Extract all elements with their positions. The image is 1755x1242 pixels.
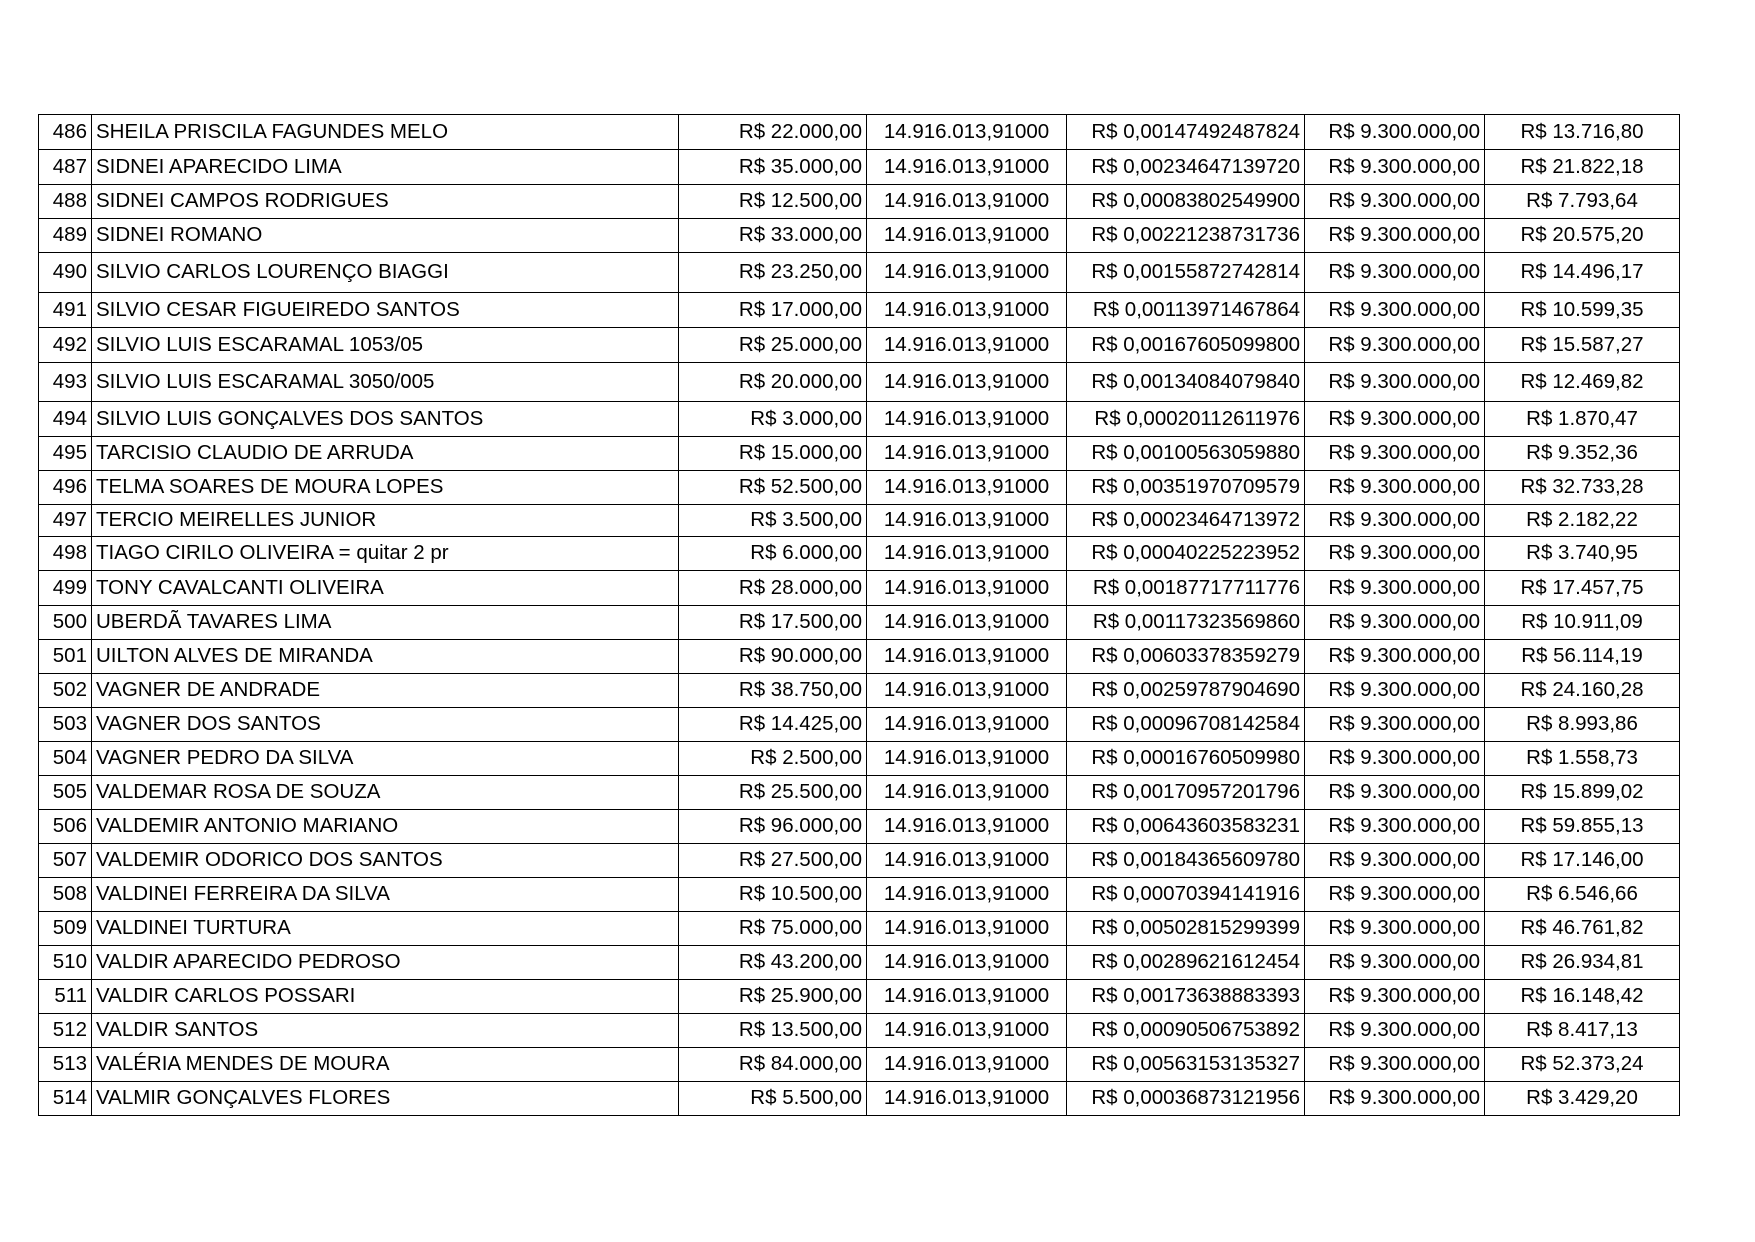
total-amount: R$ 9.300.000,00 — [1305, 912, 1485, 946]
table-row — [39, 150, 1680, 185]
table-row — [39, 293, 1680, 328]
total-quotas: 14.916.013,91000 — [867, 437, 1067, 471]
result-amount: R$ 17.457,75 — [1485, 571, 1680, 606]
share-factor: R$ 0,00016760509980 — [1067, 742, 1305, 776]
invested-value: R$ 84.000,00 — [679, 1048, 867, 1082]
holder-name: TERCIO MEIRELLES JUNIOR — [92, 505, 679, 537]
share-factor: R$ 0,00083802549900 — [1067, 185, 1305, 219]
invested-value: R$ 27.500,00 — [679, 844, 867, 878]
total-amount: R$ 9.300.000,00 — [1305, 363, 1485, 402]
row-number: 490 — [39, 253, 92, 293]
result-amount: R$ 56.114,19 — [1485, 640, 1680, 674]
result-amount: R$ 1.558,73 — [1485, 742, 1680, 776]
total-amount: R$ 9.300.000,00 — [1305, 810, 1485, 844]
total-quotas: 14.916.013,91000 — [867, 742, 1067, 776]
holder-name: UBERDÃ TAVARES LIMA — [92, 606, 679, 640]
result-amount: R$ 15.899,02 — [1485, 776, 1680, 810]
result-amount: R$ 10.599,35 — [1485, 293, 1680, 328]
total-quotas: 14.916.013,91000 — [867, 810, 1067, 844]
invested-value: R$ 33.000,00 — [679, 219, 867, 253]
total-quotas: 14.916.013,91000 — [867, 708, 1067, 742]
share-factor: R$ 0,00563153135327 — [1067, 1048, 1305, 1082]
table-row — [39, 946, 1680, 980]
holder-name: VALDEMIR ANTONIO MARIANO — [92, 810, 679, 844]
total-quotas: 14.916.013,91000 — [867, 150, 1067, 185]
total-quotas: 14.916.013,91000 — [867, 185, 1067, 219]
total-amount: R$ 9.300.000,00 — [1305, 878, 1485, 912]
result-amount: R$ 20.575,20 — [1485, 219, 1680, 253]
table-row — [39, 185, 1680, 219]
total-quotas: 14.916.013,91000 — [867, 946, 1067, 980]
result-amount: R$ 2.182,22 — [1485, 505, 1680, 537]
total-quotas: 14.916.013,91000 — [867, 776, 1067, 810]
total-quotas: 14.916.013,91000 — [867, 115, 1067, 150]
share-factor: R$ 0,00289621612454 — [1067, 946, 1305, 980]
holder-name: SIDNEI CAMPOS RODRIGUES — [92, 185, 679, 219]
invested-value: R$ 20.000,00 — [679, 363, 867, 402]
invested-value: R$ 17.500,00 — [679, 606, 867, 640]
row-number: 494 — [39, 402, 92, 437]
share-factor: R$ 0,00070394141916 — [1067, 878, 1305, 912]
result-amount: R$ 14.496,17 — [1485, 253, 1680, 293]
total-amount: R$ 9.300.000,00 — [1305, 150, 1485, 185]
row-number: 501 — [39, 640, 92, 674]
table-row — [39, 505, 1680, 537]
share-factor: R$ 0,00221238731736 — [1067, 219, 1305, 253]
invested-value: R$ 13.500,00 — [679, 1014, 867, 1048]
total-amount: R$ 9.300.000,00 — [1305, 219, 1485, 253]
row-number: 497 — [39, 505, 92, 537]
total-amount: R$ 9.300.000,00 — [1305, 1082, 1485, 1116]
result-amount: R$ 32.733,28 — [1485, 471, 1680, 505]
table-row — [39, 471, 1680, 505]
holder-name: VAGNER PEDRO DA SILVA — [92, 742, 679, 776]
share-factor: R$ 0,00643603583231 — [1067, 810, 1305, 844]
total-quotas: 14.916.013,91000 — [867, 980, 1067, 1014]
result-amount: R$ 15.587,27 — [1485, 328, 1680, 363]
total-amount: R$ 9.300.000,00 — [1305, 571, 1485, 606]
total-quotas: 14.916.013,91000 — [867, 219, 1067, 253]
invested-value: R$ 35.000,00 — [679, 150, 867, 185]
invested-value: R$ 25.900,00 — [679, 980, 867, 1014]
invested-value: R$ 10.500,00 — [679, 878, 867, 912]
total-amount: R$ 9.300.000,00 — [1305, 1014, 1485, 1048]
row-number: 504 — [39, 742, 92, 776]
share-factor: R$ 0,00351970709579 — [1067, 471, 1305, 505]
invested-value: R$ 43.200,00 — [679, 946, 867, 980]
total-amount: R$ 9.300.000,00 — [1305, 185, 1485, 219]
result-amount: R$ 13.716,80 — [1485, 115, 1680, 150]
total-amount: R$ 9.300.000,00 — [1305, 980, 1485, 1014]
result-amount: R$ 24.160,28 — [1485, 674, 1680, 708]
table-row — [39, 640, 1680, 674]
share-factor: R$ 0,00170957201796 — [1067, 776, 1305, 810]
result-amount: R$ 52.373,24 — [1485, 1048, 1680, 1082]
row-number: 498 — [39, 537, 92, 571]
table-row — [39, 537, 1680, 571]
result-amount: R$ 3.740,95 — [1485, 537, 1680, 571]
holder-name: TARCISIO CLAUDIO DE ARRUDA — [92, 437, 679, 471]
table-row — [39, 253, 1680, 293]
result-amount: R$ 10.911,09 — [1485, 606, 1680, 640]
row-number: 508 — [39, 878, 92, 912]
invested-value: R$ 25.500,00 — [679, 776, 867, 810]
row-number: 492 — [39, 328, 92, 363]
result-amount: R$ 1.870,47 — [1485, 402, 1680, 437]
result-amount: R$ 6.546,66 — [1485, 878, 1680, 912]
share-factor: R$ 0,00090506753892 — [1067, 1014, 1305, 1048]
row-number: 500 — [39, 606, 92, 640]
invested-value: R$ 52.500,00 — [679, 471, 867, 505]
total-quotas: 14.916.013,91000 — [867, 878, 1067, 912]
holder-name: VAGNER DOS SANTOS — [92, 708, 679, 742]
table-row — [39, 437, 1680, 471]
invested-value: R$ 12.500,00 — [679, 185, 867, 219]
share-factor: R$ 0,00184365609780 — [1067, 844, 1305, 878]
table-row — [39, 810, 1680, 844]
invested-value: R$ 17.000,00 — [679, 293, 867, 328]
invested-value: R$ 96.000,00 — [679, 810, 867, 844]
total-amount: R$ 9.300.000,00 — [1305, 844, 1485, 878]
total-quotas: 14.916.013,91000 — [867, 253, 1067, 293]
holder-name: VALDIR SANTOS — [92, 1014, 679, 1048]
share-factor: R$ 0,00187717711776 — [1067, 571, 1305, 606]
holder-name: VALÉRIA MENDES DE MOURA — [92, 1048, 679, 1082]
share-factor: R$ 0,00502815299399 — [1067, 912, 1305, 946]
total-amount: R$ 9.300.000,00 — [1305, 402, 1485, 437]
table-row — [39, 363, 1680, 402]
total-quotas: 14.916.013,91000 — [867, 844, 1067, 878]
result-amount: R$ 16.148,42 — [1485, 980, 1680, 1014]
share-factor: R$ 0,00100563059880 — [1067, 437, 1305, 471]
result-amount: R$ 59.855,13 — [1485, 810, 1680, 844]
holder-name: SILVIO LUIS ESCARAMAL 1053/05 — [92, 328, 679, 363]
total-amount: R$ 9.300.000,00 — [1305, 776, 1485, 810]
row-number: 503 — [39, 708, 92, 742]
ledger-body — [39, 115, 1680, 1116]
holder-name: VALDIR CARLOS POSSARI — [92, 980, 679, 1014]
total-quotas: 14.916.013,91000 — [867, 293, 1067, 328]
table-row — [39, 606, 1680, 640]
table-row — [39, 115, 1680, 150]
result-amount: R$ 7.793,64 — [1485, 185, 1680, 219]
share-factor: R$ 0,00147492487824 — [1067, 115, 1305, 150]
share-factor: R$ 0,00020112611976 — [1067, 402, 1305, 437]
total-amount: R$ 9.300.000,00 — [1305, 505, 1485, 537]
result-amount: R$ 9.352,36 — [1485, 437, 1680, 471]
total-amount: R$ 9.300.000,00 — [1305, 471, 1485, 505]
total-amount: R$ 9.300.000,00 — [1305, 674, 1485, 708]
share-factor: R$ 0,00023464713972 — [1067, 505, 1305, 537]
total-quotas: 14.916.013,91000 — [867, 1082, 1067, 1116]
share-factor: R$ 0,00113971467864 — [1067, 293, 1305, 328]
total-amount: R$ 9.300.000,00 — [1305, 328, 1485, 363]
table-row — [39, 878, 1680, 912]
holder-name: SILVIO LUIS ESCARAMAL 3050/005 — [92, 363, 679, 402]
total-quotas: 14.916.013,91000 — [867, 328, 1067, 363]
invested-value: R$ 5.500,00 — [679, 1082, 867, 1116]
table-row — [39, 1082, 1680, 1116]
row-number: 493 — [39, 363, 92, 402]
row-number: 506 — [39, 810, 92, 844]
total-quotas: 14.916.013,91000 — [867, 471, 1067, 505]
total-quotas: 14.916.013,91000 — [867, 606, 1067, 640]
total-amount: R$ 9.300.000,00 — [1305, 537, 1485, 571]
table-row — [39, 980, 1680, 1014]
share-factor: R$ 0,00096708142584 — [1067, 708, 1305, 742]
row-number: 489 — [39, 219, 92, 253]
table-row — [39, 1048, 1680, 1082]
row-number: 486 — [39, 115, 92, 150]
total-quotas: 14.916.013,91000 — [867, 912, 1067, 946]
row-number: 496 — [39, 471, 92, 505]
table-row — [39, 844, 1680, 878]
holder-name: UILTON ALVES DE MIRANDA — [92, 640, 679, 674]
share-factor: R$ 0,00234647139720 — [1067, 150, 1305, 185]
result-amount: R$ 26.934,81 — [1485, 946, 1680, 980]
share-factor: R$ 0,00134084079840 — [1067, 363, 1305, 402]
share-factor: R$ 0,00155872742814 — [1067, 253, 1305, 293]
holder-name: VALMIR GONÇALVES FLORES — [92, 1082, 679, 1116]
invested-value: R$ 23.250,00 — [679, 253, 867, 293]
total-quotas: 14.916.013,91000 — [867, 640, 1067, 674]
row-number: 513 — [39, 1048, 92, 1082]
table-row — [39, 219, 1680, 253]
holder-name: SIDNEI APARECIDO LIMA — [92, 150, 679, 185]
share-factor: R$ 0,00259787904690 — [1067, 674, 1305, 708]
holder-name: SHEILA PRISCILA FAGUNDES MELO — [92, 115, 679, 150]
table-row — [39, 742, 1680, 776]
ledger-table — [38, 114, 1680, 1116]
row-number: 495 — [39, 437, 92, 471]
invested-value: R$ 25.000,00 — [679, 328, 867, 363]
row-number: 487 — [39, 150, 92, 185]
share-factor: R$ 0,00173638883393 — [1067, 980, 1305, 1014]
table-row — [39, 328, 1680, 363]
row-number: 514 — [39, 1082, 92, 1116]
row-number: 505 — [39, 776, 92, 810]
total-amount: R$ 9.300.000,00 — [1305, 1048, 1485, 1082]
holder-name: VALDIR APARECIDO PEDROSO — [92, 946, 679, 980]
row-number: 491 — [39, 293, 92, 328]
result-amount: R$ 17.146,00 — [1485, 844, 1680, 878]
holder-name: TIAGO CIRILO OLIVEIRA = quitar 2 pr — [92, 537, 679, 571]
share-factor: R$ 0,00603378359279 — [1067, 640, 1305, 674]
result-amount: R$ 8.417,13 — [1485, 1014, 1680, 1048]
result-amount: R$ 3.429,20 — [1485, 1082, 1680, 1116]
result-amount: R$ 12.469,82 — [1485, 363, 1680, 402]
share-factor: R$ 0,00036873121956 — [1067, 1082, 1305, 1116]
holder-name: VALDINEI FERREIRA DA SILVA — [92, 878, 679, 912]
total-amount: R$ 9.300.000,00 — [1305, 293, 1485, 328]
holder-name: VAGNER DE ANDRADE — [92, 674, 679, 708]
result-amount: R$ 46.761,82 — [1485, 912, 1680, 946]
total-quotas: 14.916.013,91000 — [867, 505, 1067, 537]
table-row — [39, 1014, 1680, 1048]
holder-name: TELMA SOARES DE MOURA LOPES — [92, 471, 679, 505]
total-amount: R$ 9.300.000,00 — [1305, 606, 1485, 640]
result-amount: R$ 21.822,18 — [1485, 150, 1680, 185]
holder-name: SILVIO CARLOS LOURENÇO BIAGGI — [92, 253, 679, 293]
row-number: 511 — [39, 980, 92, 1014]
row-number: 510 — [39, 946, 92, 980]
total-amount: R$ 9.300.000,00 — [1305, 115, 1485, 150]
invested-value: R$ 90.000,00 — [679, 640, 867, 674]
invested-value: R$ 75.000,00 — [679, 912, 867, 946]
share-factor: R$ 0,00167605099800 — [1067, 328, 1305, 363]
row-number: 488 — [39, 185, 92, 219]
row-number: 512 — [39, 1014, 92, 1048]
invested-value: R$ 3.000,00 — [679, 402, 867, 437]
table-row — [39, 776, 1680, 810]
total-amount: R$ 9.300.000,00 — [1305, 437, 1485, 471]
table-row — [39, 571, 1680, 606]
invested-value: R$ 14.425,00 — [679, 708, 867, 742]
total-quotas: 14.916.013,91000 — [867, 537, 1067, 571]
invested-value: R$ 15.000,00 — [679, 437, 867, 471]
row-number: 499 — [39, 571, 92, 606]
invested-value: R$ 28.000,00 — [679, 571, 867, 606]
share-factor: R$ 0,00040225223952 — [1067, 537, 1305, 571]
holder-name: VALDEMIR ODORICO DOS SANTOS — [92, 844, 679, 878]
total-quotas: 14.916.013,91000 — [867, 1048, 1067, 1082]
row-number: 509 — [39, 912, 92, 946]
invested-value: R$ 6.000,00 — [679, 537, 867, 571]
total-quotas: 14.916.013,91000 — [867, 1014, 1067, 1048]
total-amount: R$ 9.300.000,00 — [1305, 253, 1485, 293]
holder-name: SILVIO LUIS GONÇALVES DOS SANTOS — [92, 402, 679, 437]
total-quotas: 14.916.013,91000 — [867, 674, 1067, 708]
total-quotas: 14.916.013,91000 — [867, 571, 1067, 606]
table-row — [39, 402, 1680, 437]
total-amount: R$ 9.300.000,00 — [1305, 708, 1485, 742]
holder-name: SILVIO CESAR FIGUEIREDO SANTOS — [92, 293, 679, 328]
holder-name: VALDINEI TURTURA — [92, 912, 679, 946]
invested-value: R$ 22.000,00 — [679, 115, 867, 150]
holder-name: VALDEMAR ROSA DE SOUZA — [92, 776, 679, 810]
invested-value: R$ 3.500,00 — [679, 505, 867, 537]
row-number: 502 — [39, 674, 92, 708]
invested-value: R$ 38.750,00 — [679, 674, 867, 708]
holder-name: SIDNEI ROMANO — [92, 219, 679, 253]
total-amount: R$ 9.300.000,00 — [1305, 742, 1485, 776]
total-quotas: 14.916.013,91000 — [867, 402, 1067, 437]
total-amount: R$ 9.300.000,00 — [1305, 946, 1485, 980]
result-amount: R$ 8.993,86 — [1485, 708, 1680, 742]
share-factor: R$ 0,00117323569860 — [1067, 606, 1305, 640]
table-row — [39, 708, 1680, 742]
holder-name: TONY CAVALCANTI OLIVEIRA — [92, 571, 679, 606]
total-amount: R$ 9.300.000,00 — [1305, 640, 1485, 674]
row-number: 507 — [39, 844, 92, 878]
invested-value: R$ 2.500,00 — [679, 742, 867, 776]
total-quotas: 14.916.013,91000 — [867, 363, 1067, 402]
table-row — [39, 912, 1680, 946]
table-row — [39, 674, 1680, 708]
